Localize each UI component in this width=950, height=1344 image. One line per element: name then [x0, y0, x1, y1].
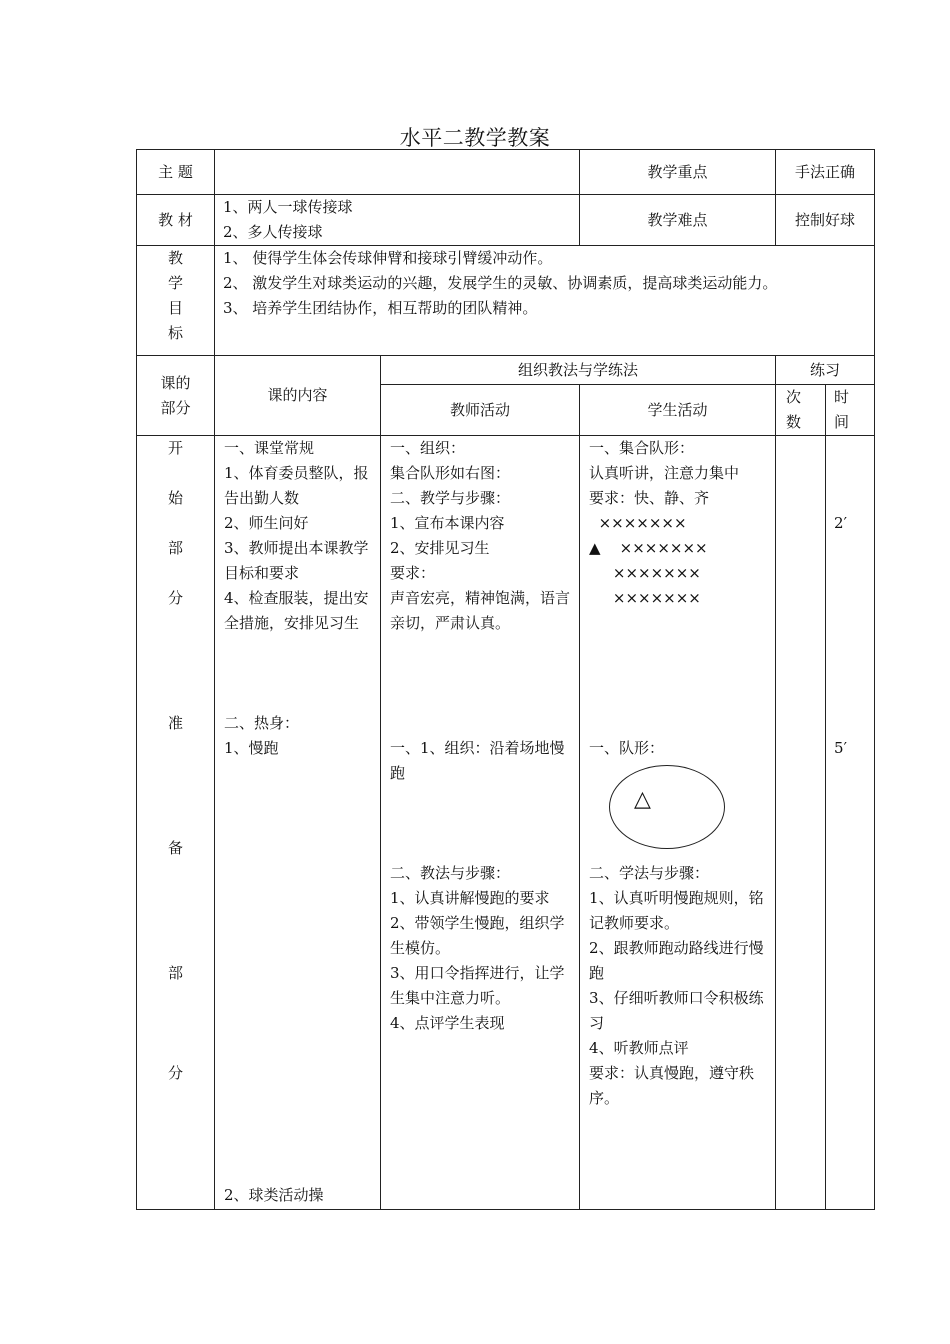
teacher-line: 二、教法与步骤：: [390, 864, 511, 882]
time-value: 5′: [834, 739, 847, 757]
student-line: 一、集合队形：: [589, 439, 695, 457]
formation-row: ×××××××: [589, 514, 687, 532]
part-char: 部: [167, 964, 183, 982]
teacher-line: 声音宏亮，精神饱满，语言亲切，严肃认真。: [390, 589, 571, 632]
part-column: [137, 436, 215, 1210]
materials-cell: [215, 195, 580, 246]
topic-label: 主 题: [137, 150, 215, 195]
formation-row: ×××××××: [589, 564, 701, 582]
col-method-group-header: 组织教法与学练法: [381, 356, 776, 385]
teacher-triangle-icon: △: [634, 787, 651, 812]
part-char: 开: [167, 439, 183, 457]
col-count-header: 次 数: [776, 385, 826, 436]
part-char: 备: [167, 839, 183, 857]
student-line: 3、仔细听教师口令积极练习: [589, 989, 764, 1032]
content-line: 3、教师提出本课教学目标和要求: [224, 539, 369, 582]
content-line: 一、课堂常规: [224, 439, 315, 457]
student-line: 2、跟教师跑动路线进行慢跑: [589, 939, 764, 982]
goal-item: 2、 激发学生对球类运动的兴趣，发展学生的灵敏、协调素质，提高球类运动能力。: [223, 274, 778, 292]
time-value: 2′: [834, 514, 847, 532]
formation-row: ▲ ×××××××: [589, 539, 708, 557]
formation-row: ×××××××: [589, 589, 701, 607]
teacher-line: 一、1、组织：沿着场地慢跑: [390, 739, 565, 782]
content-column: [215, 436, 381, 1210]
teacher-line: 4、点评学生表现: [390, 1014, 505, 1032]
content-line: 2、球类活动操: [224, 1186, 324, 1204]
time-column: [826, 436, 875, 1210]
part-char: 分: [167, 1064, 183, 1082]
track-ellipse: [609, 765, 725, 849]
col-content-header: 课的内容: [215, 356, 381, 436]
teacher-line: 1、认真讲解慢跑的要求: [390, 889, 550, 907]
content-line: 1、体育委员整队，报告出勤人数: [224, 464, 369, 507]
goals-label: 教 学 目 标: [137, 246, 215, 356]
teacher-line: 二、教学与步骤：: [390, 489, 511, 507]
difficulty-label: 教学难点: [580, 195, 776, 246]
student-column: [580, 436, 776, 1210]
student-line: 认真听讲，注意力集中: [589, 464, 740, 482]
teacher-line: 要求：: [390, 564, 436, 582]
teacher-line: 3、用口令指挥进行，让学生集中注意力听。: [390, 964, 565, 1007]
count-column: [776, 436, 826, 1210]
col-time-header: 时 间: [826, 385, 875, 436]
student-line: 4、听教师点评: [589, 1039, 689, 1057]
content-line: 二、热身：: [224, 714, 300, 732]
part-char: 部: [167, 539, 183, 557]
teacher-column: [381, 436, 580, 1210]
part-char: 分: [167, 589, 183, 607]
part-char: 准: [167, 714, 183, 732]
student-line: 要求：认真慢跑，遵守秩序。: [589, 1064, 755, 1107]
col-student-header: 学生活动: [580, 385, 776, 436]
student-line: 二、学法与步骤：: [589, 864, 710, 882]
col-practice-group-header: 练习: [776, 356, 875, 385]
material-item: 2、多人传接球: [223, 223, 323, 241]
teacher-line: 2、带领学生慢跑，组织学生模仿。: [390, 914, 565, 957]
running-track-diagram: [589, 761, 769, 851]
content-line: 4、检查服装，提出安全措施，安排见习生: [224, 589, 369, 632]
student-line: 要求：快、静、齐: [589, 489, 710, 507]
student-line: 一、队形：: [589, 739, 665, 757]
teacher-line: 1、宣布本课内容: [390, 514, 505, 532]
key-point-value: 手法正确: [776, 150, 875, 195]
teacher-line: 2、安排见习生: [390, 539, 490, 557]
part-char: 始: [167, 489, 183, 507]
page-title: 水平二教学教案: [399, 126, 551, 150]
content-line: 1、慢跑: [224, 739, 279, 757]
col-teacher-header: 教师活动: [381, 385, 580, 436]
key-point-label: 教学重点: [580, 150, 776, 195]
student-line: 1、认真听明慢跑规则，铭记教师要求。: [589, 889, 764, 932]
goal-item: 1、 使得学生体会传球伸臂和接球引臂缓冲动作。: [223, 249, 553, 267]
content-line: 2、师生问好: [224, 514, 309, 532]
lesson-plan-table: [136, 149, 875, 1210]
material-item: 1、两人一球传接球: [223, 198, 353, 216]
topic-value: [215, 150, 580, 195]
difficulty-value: 控制好球: [776, 195, 875, 246]
teacher-line: 一、组织：: [390, 439, 466, 457]
col-part-header: 课的 部分: [137, 356, 215, 436]
teacher-line: 集合队形如右图：: [390, 464, 511, 482]
goals-cell: [215, 246, 875, 356]
material-label: 教 材: [137, 195, 215, 246]
goal-item: 3、 培养学生团结协作，相互帮助的团队精神。: [223, 299, 538, 317]
